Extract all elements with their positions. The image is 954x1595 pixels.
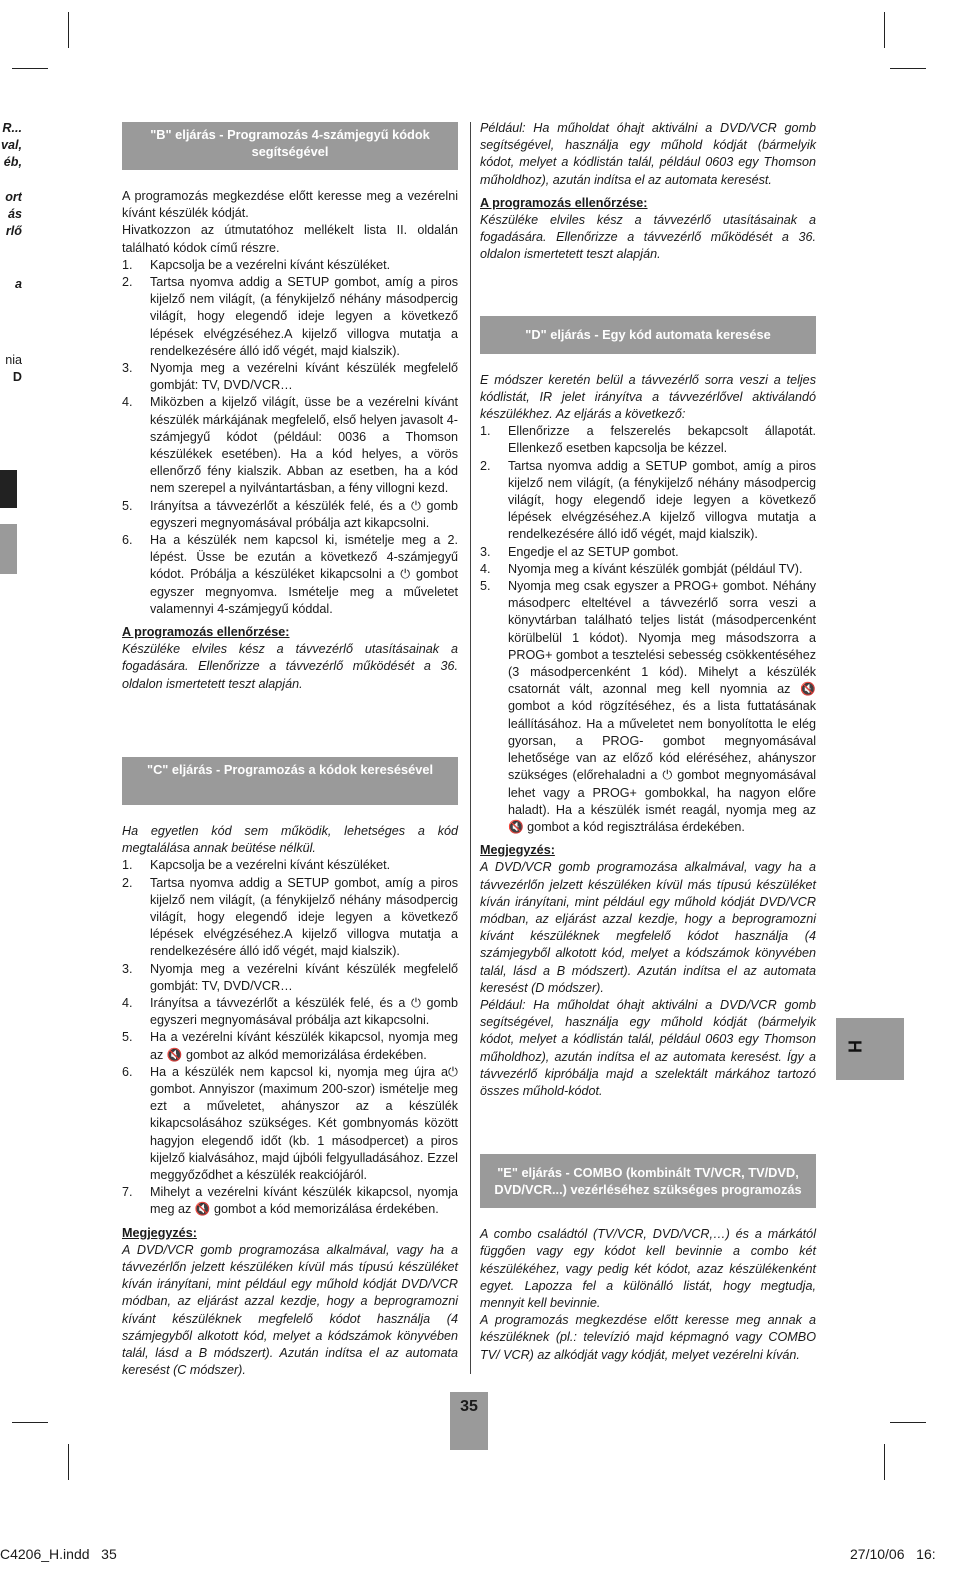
footer-right: 27/10/06 16: (850, 1546, 936, 1562)
page-number-box (450, 1392, 488, 1450)
bleed-line (0, 172, 22, 189)
check-text: Készüléke elviles kész a távvezérlő utasításainak a fogadására. Ellenőrizze a távvezérlő működését a 36. oldalon ismertetett teszt alapján. (480, 213, 816, 262)
check-text: Készüléke elviles kész a távvezérlő utasításainak a fogadására. Ellenőrizze a távvezérlő működését a 36. oldalon ismertetett teszt alapján. (122, 642, 458, 691)
list-item: 3. Nyomja meg a vezérelni kívánt készülék megfelelő gombját: TV, DVD/VCR… (122, 961, 458, 993)
list-item: 5. Ha a vezérelni kívánt készülék kikapcsol, nyomja meg az 🔇 gombot az alkód memorizálása érdekében. (122, 1030, 458, 1062)
note-example: Például: Ha műholdat óhajt aktiválni a DVD/VCR gomb segítségével, használja egy műhold kódját (bármelyik kódot, melyet a kódlistán talál, például 0603 egy Thomson műholdhoz), azután indítsa el az automata keresést. Így a távvezérlő kipróbálja majd a szelektált márkához tartozó összes műhold-kódot. (480, 997, 816, 1098)
e-text-1: A combo családtól (TV/VCR, DVD/VCR,…) és a márkától függően vagy egy kódot kell bevinnie a combo két készülékéhez, vagy pedig két kódot, azaz készülékenként egyet. Lapozza fel a különálló listát, hogy megtudja, mennyit kell bevinnie. (480, 1227, 816, 1310)
page-number: 35 (460, 1398, 478, 1415)
bleed-block (0, 524, 17, 574)
crop-mark (884, 1444, 885, 1480)
list-item: 3. Nyomja meg a vezérelni kívánt készülék megfelelő gombját: TV, DVD/VCR… (122, 361, 458, 393)
c-steps-list (122, 857, 458, 1218)
list-item: 4. Miközben a kijelző világít, üsse be a vezérelni kívánt készülék márkájának megfelelő, első helyen javasolt 4-számjegyű kódot (például: 0036 a Thomson készülékek esetében). Ha a kód helyes, a vörös ellenőrző fény kialszik. Abban az esetben, ha a kód nem szerepel a nyilvántartásban, a fény villogni kezd. (122, 395, 458, 496)
list-item: 7. Mihelyt a vezérelni kívánt készülék kikapcsol, nyomja meg az 🔇 gombot a kód memorizálása érdekében. (122, 1185, 458, 1217)
list-item: 2. Tartsa nyomva addig a SETUP gombot, amíg a piros kijelző nem világít, (a fénykijelző néhány másodpercig világít, hogy elegendő ideje legyen a következő lépések elvégzéséhez.A kijelző villogva mutatja a rendelkezésére álló idő végét, majd kialszik). (480, 458, 816, 542)
banner-method-e: "E" eljárás - COMBO (kombinált TV/VCR, TV/DVD, DVD/VCR...) vezérléséhez szükséges programozás (480, 1154, 816, 1208)
language-side-tab (836, 1018, 904, 1080)
crop-mark (68, 12, 69, 48)
crop-mark (12, 1422, 48, 1423)
example-text: Például: Ha műholdat óhajt aktiválni a DVD/VCR gomb segítségével, használja egy műhold kódját (bármelyik kódot, melyet a kódlistán talál, például 0603 egy Thomson műholdhoz), azután indítsa el az automata keresést. (480, 121, 816, 187)
list-item: 3. Engedje el az SETUP gombot. (480, 544, 679, 559)
check-heading: A programozás ellenőrzése: (480, 195, 648, 210)
list-item: 6. Ha a készülék nem kapcsol ki, ismételje meg a 2. lépést. Üsse be ezután a következő 4-számjegyű kódot. Próbálja a készüléket kikapcsolni a ⏻ gombot egyszer megnyomva. Ismételje meg a műveletet valamennyi 4-számjegyű kóddal. (122, 533, 458, 616)
list-item: 6. Ha a készülék nem kapcsol ki, nyomja meg újra a⏻ gombot. Annyiszor (maximum 200-szor) ismételje meg ezt a műveletet, ahányszor az a készülék kikapcsolásához szükséges. Két gombnyomás között hagyjon elegendő időt (kb. 1 másodpercet) a piros kijelző kialvásához, majd újbóli felgyulladásához. Ezzel meggyőződhet a készülék reakciójáról. (122, 1064, 458, 1182)
b-intro-2: Hivatkozzon az útmutatóhoz mellékelt lista II. oldalán található kódok című részre. (122, 223, 458, 255)
list-item: 2. Tartsa nyomva addig a SETUP gombot, amíg a piros kijelző nem világít, (a fénykijelző néhány másodpercig világít, hogy elegendő ideje legyen a következő lépések elvégzéséhez.A kijelző villogva mutatja a rendelkezésére álló idő végét, majd kialszik). (122, 875, 458, 959)
bleed-line: D (12, 370, 22, 385)
list-item: 4. Irányítsa a távvezérlőt a készülék felé, és a ⏻ gomb egyszeri megnyomásával próbálja azt kikapcsolni. (122, 995, 458, 1028)
language-tab-label: H (844, 1040, 865, 1053)
list-item: 1. Kapcsolja be a vezérelni kívánt készüléket. (122, 858, 391, 873)
bleed-line: rlő (5, 224, 22, 239)
d-steps-list (480, 423, 816, 836)
list-item: 5. Irányítsa a távvezérlőt a készülék felé, és a ⏻ gomb egyszeri megnyomásával próbálja azt kikapcsolni. (122, 498, 458, 530)
bleed-line: nia (5, 353, 22, 367)
crop-mark (890, 1422, 926, 1423)
bleed-text (0, 352, 22, 386)
list-item: 1. Kapcsolja be a vezérelni kívánt készüléket. (122, 257, 391, 272)
list-item: 5. Nyomja meg csak egyszer a PROG+ gombot. Néhány másodperc elteltével a távvezérlő sorra veszi a könyvtárban található teljes listát (másodpercenként körülbelül 1 kódot). Nyomja meg másodszorra a PROG+ gombot a tesztelési sebesség csökkentéséhez (3 másodpercenként 1 kód). Mihelyt a készülék csatornát vált, azonnal meg kell nyomnia az 🔇 gombot a kód rögzítéséhez, és a lista futtatásának leállításához. Ha a műveletet nem bonyolította le elég gyorsan, a PROG- gombot megnyomásával lehetősége van az előző kód eléréséhez, ahányszor szükséges (előrehaladni a ⏻ gombot megnyomásával lehet vagy a PROG+ gombokkal, ha nagyon előre haladt). Ha a készülék ismét reagál, nyomja meg az 🔇 gombot a kód regisztrálása érdekében. (480, 579, 816, 834)
d-intro: E módszer keretén belül a távvezérlő sorra veszi a teljes kódlistát, IR jelet irányítva a távvezérlővel aktiválandó készülékhez. Az eljárás a következő: (480, 372, 816, 422)
note-text: A DVD/VCR gomb programozása alkalmával, vagy ha a távvezérlőn jelzett készüléken kívül más típusú készüléket kíván irányítani, mint például egy műhold kódját DVD/VCR módban, az eljárást azzal kezdje, hogy a beprogramozni kívánt készüléknek megfelelő kódot használja (4 számjegyből alkotott kód, melyet a kódszámok könyvében talál, lásd a B módszert). Azután indítsa el az automata keresést (C módszer). (122, 1242, 458, 1378)
crop-mark (884, 12, 885, 48)
column-divider (470, 122, 471, 1374)
b-intro-1: A programozás megkezdése előtt keresse meg a vezérelni kívánt készülék kódját. (122, 189, 458, 221)
bleed-line: ás (7, 207, 22, 222)
bleed-line: éb, (3, 155, 22, 170)
b-steps-list (122, 257, 458, 618)
note-text: A DVD/VCR gomb programozása alkalmával, vagy ha a távvezérlőn jelzett készüléken kívül más típusú készüléket kíván irányítani, mint például egy műhold kódját DVD/VCR módban, az eljárást azzal kezdje, hogy a beprogramozni kívánt készüléknek megfelelő kódot használja (4 számjegyből alkotott kód, melyet a kódszámok könyvében talál, lásd a B módszert). Azután indítsa el az automata keresést (D módszer). (480, 860, 816, 995)
crop-mark (68, 1444, 69, 1480)
bleed-text (0, 120, 22, 240)
right-column (480, 120, 816, 1364)
bleed-block (0, 470, 17, 508)
crop-mark (890, 68, 926, 69)
banner-method-c: "C" eljárás - Programozás a kódok keresésével (122, 757, 458, 805)
note-heading: Megjegyzés: (480, 843, 555, 858)
left-column (122, 122, 458, 1379)
e-text-2: A programozás megkezdése előtt keresse meg annak a készüléknek (pl.: televízió majd képmagnó vagy COMBO TV/ VCR) az alkódját vagy kódját, melyet vezérelni kíván. (480, 1313, 816, 1362)
footer-left: C4206_H.indd 35 (0, 1546, 117, 1562)
banner-method-d: "D" eljárás - Egy kód automata keresése (480, 316, 816, 354)
bleed-text (0, 276, 22, 293)
list-item: 1. Ellenőrizze a felszerelés bekapcsolt állapotát. Ellenkező esetben kapcsolja be kézzel. (480, 424, 816, 456)
list-item: 2. Tartsa nyomva addig a SETUP gombot, amíg a piros kijelző nem világít, (a fénykijelző néhány másodpercig világít, hogy elegendő ideje legyen a következő lépések elvégzéséhez.A kijelző villogva mutatja a rendelkezésére álló idő végét, majd kialszik). (122, 275, 458, 358)
c-intro: Ha egyetlen kód sem működik, lehetséges a kód megtalálása annak beütése nélkül. (122, 823, 458, 856)
crop-mark (12, 68, 48, 69)
list-item: 4. Nyomja meg a kívánt készülék gombját (például TV). (480, 561, 803, 576)
note-heading: Megjegyzés: (122, 1225, 197, 1240)
bleed-line: a (14, 277, 22, 291)
banner-method-b: "B" eljárás - Programozás 4-számjegyű kódok segítségével (122, 122, 458, 170)
check-heading: A programozás ellenőrzése: (122, 625, 290, 640)
bleed-line: ort (5, 189, 22, 204)
bleed-line: R... (2, 121, 22, 135)
bleed-line: val, (0, 138, 22, 153)
